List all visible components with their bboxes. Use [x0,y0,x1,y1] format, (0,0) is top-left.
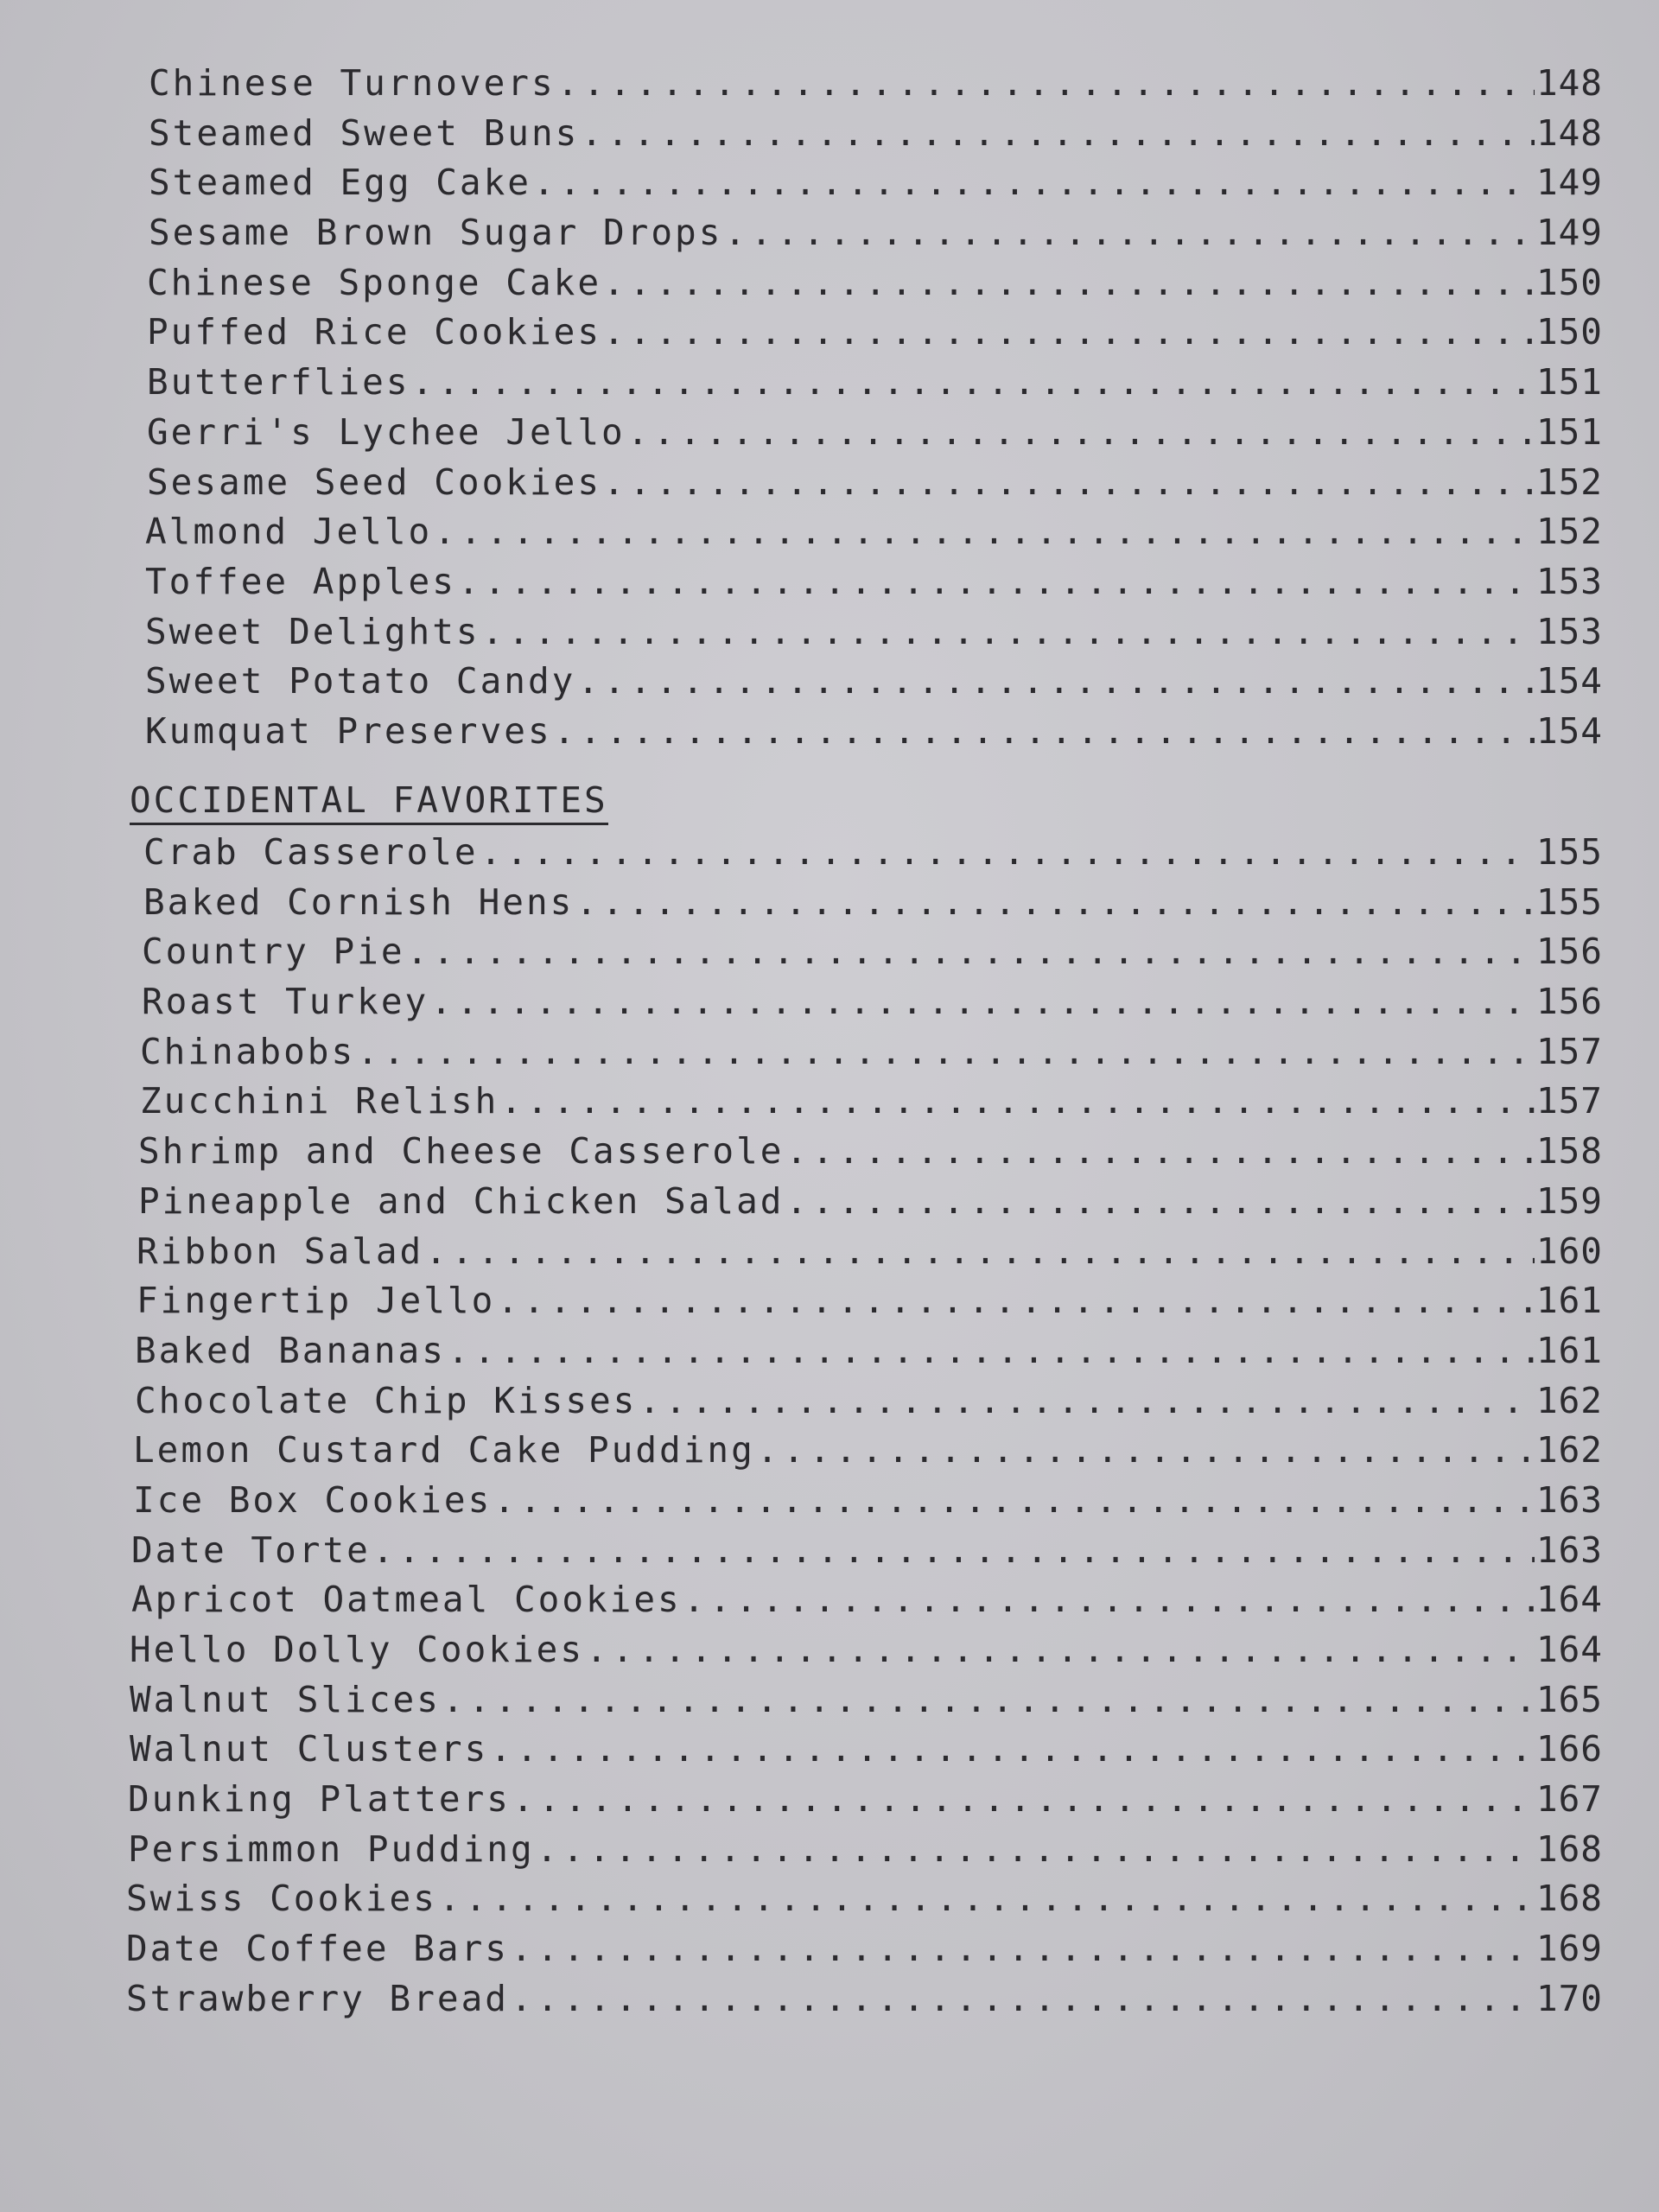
toc-entry-page: 161 [1535,1329,1603,1371]
dot-leader [434,511,1535,552]
toc-entry [121,1280,1603,1330]
toc-entry-page: 155 [1535,831,1603,873]
toc-entry-title: Swiss Cookies [126,1878,437,1920]
toc-entry-title: Gerri's Lychee Jello [147,410,626,453]
toc-entry-page: 166 [1535,1728,1603,1770]
dot-leader [493,1479,1535,1521]
toc-entry-page: 152 [1535,461,1603,503]
dot-leader [497,1280,1535,1321]
dot-leader [785,1180,1534,1222]
toc-entry-page: 157 [1535,1080,1603,1122]
toc-entry-title: Chinabobs [140,1030,356,1072]
dot-leader [480,831,1535,873]
toc-entry [121,1978,1603,2028]
toc-entry-title: Crab Casserole [143,831,479,873]
toc-entry-title: Apricot Oatmeal Cookies [131,1579,682,1621]
toc-entry-title: Date Torte [131,1529,371,1571]
toc-entry-page: 152 [1535,511,1603,553]
dot-leader [407,931,1535,972]
dot-leader [448,1330,1535,1371]
toc-entry-title: Zucchini Relish [140,1080,499,1122]
toc-entry [121,881,1603,931]
toc-entry [121,1529,1603,1580]
toc-entry-title: Fingertip Jello [137,1280,496,1322]
dot-leader [785,1130,1534,1172]
toc-entry-page: 165 [1535,1678,1603,1720]
toc-entry-title: Kumquat Preserves [145,709,552,752]
toc-entry-title: Puffed Rice Cookies [147,311,601,353]
dot-leader [439,1878,1535,1919]
dot-leader [430,981,1535,1022]
toc-entry-page: 150 [1535,311,1603,353]
toc-entry-title: Baked Cornish Hens [143,880,575,923]
toc-entry-title: Chinese Turnovers [149,62,556,104]
toc-entry-title: Sesame Brown Sugar Drops [149,212,723,254]
toc-entry [121,981,1603,1031]
toc-entry [121,1579,1603,1629]
toc-entry-page: 169 [1535,1928,1603,1970]
dot-leader [603,311,1535,353]
toc-entry-page: 157 [1535,1030,1603,1072]
toc-entry-title: Sesame Seed Cookies [147,461,601,503]
toc-entry-title: Dunking Platters [128,1778,511,1821]
toc-entry-page: 156 [1535,931,1603,973]
toc-entry [121,1031,1603,1081]
dot-leader [577,660,1535,702]
toc-entry [121,1828,1603,1878]
toc-list-occidental-favorites [121,831,1603,2028]
dot-leader [442,1679,1535,1720]
toc-entry-page: 170 [1535,1977,1603,2019]
toc-entry-page: 161 [1535,1280,1603,1322]
toc-entry-title: Hello Dolly Cookies [130,1629,584,1670]
dot-leader [482,611,1535,652]
toc-entry-title: Shrimp and Cheese Casserole [138,1130,785,1173]
toc-entry-page: 148 [1535,111,1603,154]
dot-leader [554,710,1535,752]
dot-leader [500,1080,1535,1122]
toc-entry-title: Strawberry Bread [126,1977,509,2019]
dot-leader [757,1429,1535,1471]
toc-entry-title: Pineapple and Chicken Salad [138,1179,785,1222]
toc-entry [121,1629,1603,1679]
toc-entry [121,311,1603,361]
toc-entry-title: Walnut Slices [130,1678,441,1720]
toc-entry-page: 154 [1535,709,1603,752]
toc-entry [121,1429,1603,1479]
toc-entry-title: Steamed Egg Cake [149,162,531,204]
toc-entry-title: Ribbon Salad [137,1230,424,1272]
toc-entry-page: 154 [1535,660,1603,702]
toc-entry-title: Sweet Potato Candy [145,660,576,702]
toc-entry-title: Chocolate Chip Kisses [135,1379,638,1421]
toc-entry-title: Roast Turkey [142,981,429,1023]
dot-leader [537,1828,1535,1870]
toc-entry-title: Baked Bananas [135,1329,446,1371]
toc-entry [121,1928,1603,1978]
toc-entry-page: 148 [1535,62,1603,104]
dot-leader [603,262,1535,303]
toc-entry-title: Ice Box Cookies [133,1478,493,1521]
toc-entry [121,660,1603,710]
toc-entry-page: 168 [1535,1878,1603,1920]
toc-entry-page: 163 [1535,1529,1603,1571]
toc-entry [121,931,1603,981]
toc-entry [121,1778,1603,1828]
section-heading: OCCIDENTAL FAVORITES [130,779,608,825]
toc-entry-page: 162 [1535,1429,1603,1471]
toc-entry-page: 151 [1535,361,1603,404]
toc-entry-page: 160 [1535,1230,1603,1272]
dot-leader [511,1978,1535,2019]
toc-entry-title: Steamed Sweet Buns [149,111,580,154]
dot-leader [627,411,1535,453]
toc-entry-page: 151 [1535,410,1603,453]
toc-entry [121,1679,1603,1729]
toc-entry [121,1479,1603,1529]
toc-entry [121,262,1603,312]
toc-entry [121,1728,1603,1778]
dot-leader [511,1928,1535,1969]
toc-entry [121,611,1603,661]
toc-entry [121,62,1603,112]
toc-entry [121,1380,1603,1430]
toc-entry [121,1130,1603,1180]
toc-entry-title: Toffee Apples [145,560,456,602]
dot-leader [603,461,1535,503]
dot-leader [372,1529,1535,1571]
toc-entry-page: 153 [1535,610,1603,652]
toc-entry [121,710,1603,760]
toc-entry [121,1878,1603,1928]
dot-leader [639,1380,1535,1421]
dot-leader [557,62,1535,104]
dot-leader [581,112,1535,154]
dot-leader [586,1629,1535,1670]
dot-leader [683,1579,1535,1620]
toc-entry-title: Almond Jello [145,511,433,553]
toc-entry [121,162,1603,212]
toc-entry-title: Chinese Sponge Cake [147,261,601,303]
toc-entry [121,212,1603,262]
dot-leader [458,561,1535,602]
toc-entry [121,561,1603,611]
toc-entry-page: 156 [1535,981,1603,1023]
dot-leader [575,881,1535,923]
toc-entry [121,1230,1603,1281]
toc-entry-page: 164 [1535,1629,1603,1670]
toc-list-dim-sum [121,62,1603,760]
dot-leader [412,361,1535,403]
toc-entry-title: Persimmon Pudding [128,1827,535,1870]
toc-entry-page: 164 [1535,1579,1603,1621]
dot-leader [533,162,1535,203]
toc-entry [121,1080,1603,1130]
toc-entry-page: 162 [1535,1379,1603,1421]
toc-entry-page: 155 [1535,880,1603,923]
dot-leader [512,1778,1535,1820]
toc-entry [121,361,1603,411]
dot-leader [490,1728,1535,1770]
toc-entry-page: 149 [1535,162,1603,204]
toc-entry [121,831,1603,881]
toc-entry-page: 150 [1535,261,1603,303]
toc-entry-title: Country Pie [142,931,405,973]
dot-leader [425,1230,1535,1272]
toc-entry-page: 158 [1535,1130,1603,1173]
toc-entry [121,411,1603,461]
toc-entry [121,1330,1603,1380]
toc-entry [121,511,1603,561]
toc-entry-title: Lemon Custard Cake Pudding [133,1429,755,1471]
toc-entry [121,1180,1603,1230]
toc-entry-page: 159 [1535,1179,1603,1222]
toc-entry-title: Butterflies [147,361,410,404]
toc-entry [121,112,1603,162]
toc-entry [121,461,1603,512]
toc-entry-title: Sweet Delights [145,610,480,652]
toc-entry-title: Date Coffee Bars [126,1928,509,1970]
dot-leader [357,1031,1535,1072]
toc-entry-page: 149 [1535,212,1603,254]
toc-entry-page: 168 [1535,1827,1603,1870]
toc-entry-title: Walnut Clusters [130,1728,489,1770]
toc-entry-page: 153 [1535,560,1603,602]
toc-entry-page: 167 [1535,1778,1603,1821]
toc-entry-page: 163 [1535,1478,1603,1521]
dot-leader [724,212,1535,253]
